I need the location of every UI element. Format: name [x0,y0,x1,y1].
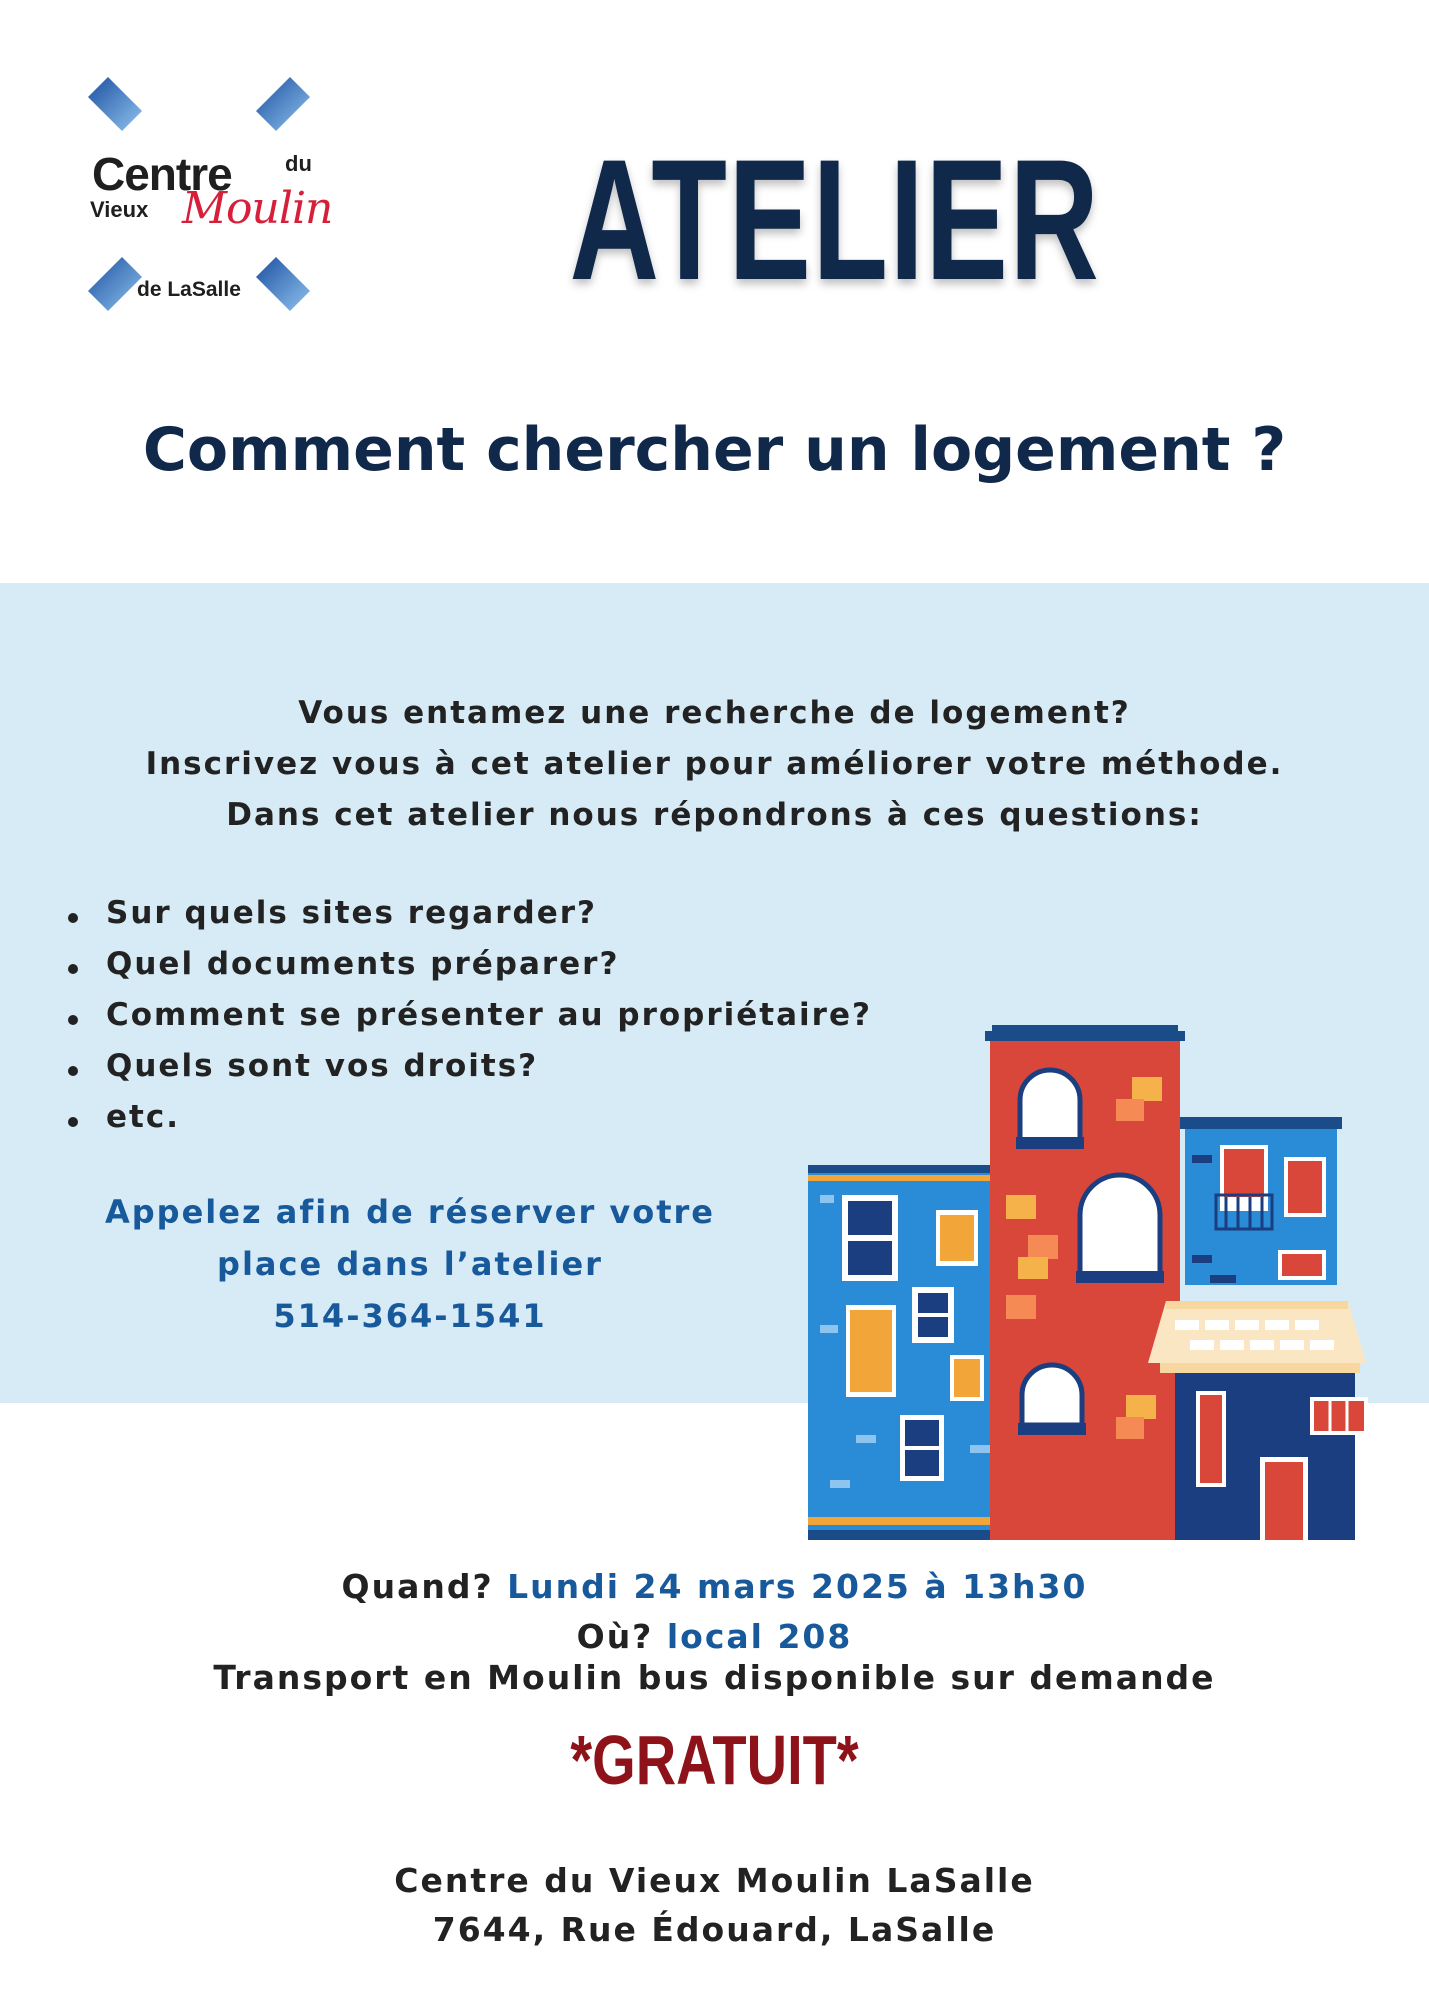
page-title: ATELIER [569,124,1101,316]
when-value: Lundi 24 mars 2025 à 13h30 [507,1567,1088,1606]
logo-moulin-text: Moulin [182,183,333,234]
houses-illustration [800,1025,1429,1545]
question-list [60,895,872,1150]
transport-line: Transport en Moulin bus disponible sur demande [213,1658,1216,1697]
intro-line-2: Inscrivez vous à cet atelier pour améliorer votre méthode. [145,746,1284,782]
footer-org: Centre du Vieux Moulin LaSalle [394,1861,1035,1900]
call-line-1: Appelez afin de réserver votre [105,1193,715,1231]
when-line [0,1567,1429,1606]
price-label: *GRATUIT* [570,1721,859,1799]
where-value: local 208 [666,1617,853,1656]
logo-lasalle-text: de LaSalle [137,278,241,301]
list-item: etc. [60,1099,872,1150]
list-item: Quels sont vos droits? [60,1048,872,1099]
footer-address: 7644, Rue Édouard, LaSalle [432,1910,997,1949]
intro-line-3: Dans cet atelier nous répondrons à ces questions: [226,797,1203,833]
page-subtitle: Comment chercher un logement ? [142,415,1287,485]
when-label: Quand? [341,1567,494,1606]
list-item: Comment se présenter au propriétaire? [60,997,872,1048]
call-line-2: place dans l’atelier [217,1245,603,1283]
where-label: Où? [576,1617,654,1656]
list-item: Quel documents préparer? [60,946,872,997]
logo [80,75,340,315]
logo-centre-text: Centre [92,148,232,200]
logo-vieux-text: Vieux [90,197,149,222]
where-line [0,1617,1429,1656]
intro-line-1: Vous entamez une recherche de logement? [298,695,1131,731]
phone-number: 514-364-1541 [273,1297,547,1335]
logo-du-text: du [285,151,312,176]
list-item: Sur quels sites regarder? [60,895,872,946]
